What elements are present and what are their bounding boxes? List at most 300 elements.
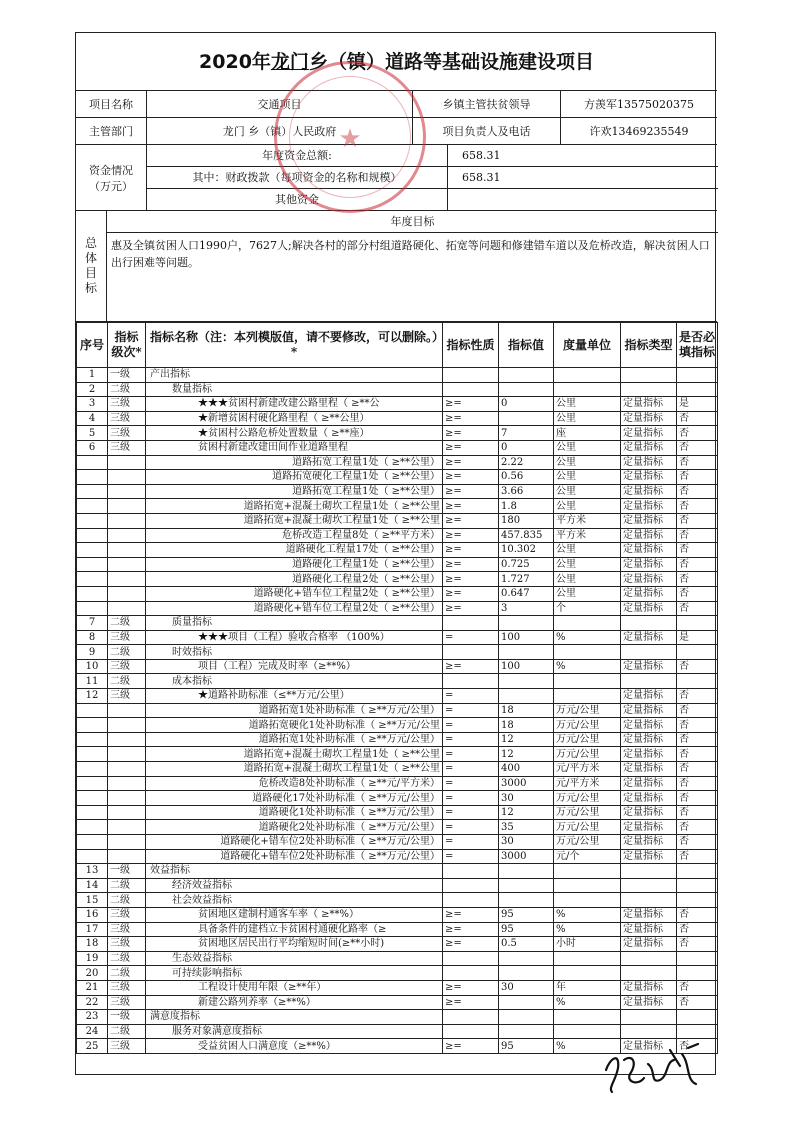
table-cell [108, 499, 146, 514]
table-cell: 10.302 [499, 543, 554, 558]
table-cell: 万元/公里 [554, 703, 621, 718]
table-cell [677, 674, 718, 689]
table-cell: 定量指标 [621, 776, 677, 791]
table-cell [108, 835, 146, 850]
table-cell: ≥= [443, 484, 499, 499]
table-cell: 定量指标 [621, 849, 677, 864]
table-cell [677, 645, 718, 660]
table-cell: 新建公路列养率（≥**%） [146, 995, 443, 1010]
table-cell: 万元/公里 [554, 835, 621, 850]
table-cell: 7 [77, 616, 108, 631]
table-cell: 35 [499, 820, 554, 835]
table-cell: 12 [77, 689, 108, 704]
table-row [77, 630, 718, 645]
fiscal-label: 其中：财政拨款（每项资金的名称和规模） [192, 171, 402, 184]
table-cell: 受益贫困人口满意度（≥**%） [146, 1039, 443, 1054]
table-row [77, 1024, 718, 1039]
table-row [77, 922, 718, 937]
table-cell: 定量指标 [621, 499, 677, 514]
table-cell: 危桥改造工程量8处（ ≥**平方米） [146, 528, 443, 543]
table-row [77, 513, 718, 528]
table-row [77, 674, 718, 689]
table-cell: 否 [677, 470, 718, 485]
table-cell: ≥= [443, 995, 499, 1010]
table-cell [108, 543, 146, 558]
table-cell [77, 762, 108, 777]
other-value [447, 189, 719, 211]
table-cell: 道路硬化工程量2处（ ≥**公里） [146, 572, 443, 587]
table-cell: 19 [77, 951, 108, 966]
table-cell: ★★★项目（工程）验收合格率 （100%） [146, 630, 443, 645]
table-cell: 具备条件的建档立卡贫困村通硬化路率（≥ [146, 922, 443, 937]
table-row [77, 645, 718, 660]
table-cell: ≥= [443, 513, 499, 528]
table-cell: = [443, 630, 499, 645]
table-cell: 否 [677, 805, 718, 820]
table-row [77, 586, 718, 601]
table-cell: 公里 [554, 586, 621, 601]
table-cell: 2 [77, 382, 108, 397]
project-name-value: 交通项目 [146, 91, 412, 117]
table-row [77, 368, 718, 383]
table-cell [554, 893, 621, 908]
table-cell: 21 [77, 980, 108, 995]
table-cell: 贫困地区建制村通客车率（ ≥**%） [146, 907, 443, 922]
table-cell: 3 [499, 601, 554, 616]
col-header: 序号 [77, 323, 108, 368]
table-cell [108, 703, 146, 718]
table-cell: ≥= [443, 601, 499, 616]
table-cell: 否 [677, 426, 718, 441]
table-cell [443, 966, 499, 981]
table-cell [443, 674, 499, 689]
table-cell: 23 [77, 1010, 108, 1025]
table-cell [621, 966, 677, 981]
table-cell: 15 [77, 893, 108, 908]
table-cell: 公里 [554, 557, 621, 572]
table-cell: 道路硬化工程量1处（ ≥**公里） [146, 557, 443, 572]
table-cell [499, 689, 554, 704]
page-title [76, 33, 717, 91]
table-cell: 公里 [554, 455, 621, 470]
table-cell: 公里 [554, 499, 621, 514]
table-cell: 一级 [108, 368, 146, 383]
table-row [77, 484, 718, 499]
goal-text: 惠及全镇贫困人口1990户，7627人;解决各村的部分村组道路硬化、拓宽等问题和修建错车道以及危桥改造，解决贫困人口出行困难等问题。 [111, 239, 710, 269]
table-header-row [77, 323, 718, 368]
owner-value: 许欢13469235549 [560, 118, 717, 144]
table-row [77, 718, 718, 733]
table-cell [108, 484, 146, 499]
table-cell: 二级 [108, 1024, 146, 1039]
table-cell: 否 [677, 791, 718, 806]
table-row [77, 762, 718, 777]
table-cell: 定量指标 [621, 455, 677, 470]
table-cell: 否 [677, 557, 718, 572]
table-cell [499, 1010, 554, 1025]
table-cell: ≥= [443, 557, 499, 572]
table-cell: 定量指标 [621, 907, 677, 922]
table-cell: 道路拓宽硬化工程量1处（ ≥**公里） [146, 470, 443, 485]
table-cell: 万元/公里 [554, 732, 621, 747]
table-cell: 公里 [554, 470, 621, 485]
table-cell: 定量指标 [621, 528, 677, 543]
table-cell: 道路拓宽工程量1处（ ≥**公里） [146, 455, 443, 470]
table-cell: 定量指标 [621, 426, 677, 441]
table-row [77, 543, 718, 558]
table-row [77, 893, 718, 908]
table-cell: 公里 [554, 397, 621, 412]
table-cell: 定量指标 [621, 747, 677, 762]
table-cell: 一级 [108, 1010, 146, 1025]
table-cell [621, 864, 677, 879]
table-row [77, 572, 718, 587]
table-cell: ≥= [443, 586, 499, 601]
table-cell: 贫困村新建改建田间作业道路里程 [146, 440, 443, 455]
table-cell: 0.725 [499, 557, 554, 572]
table-row [77, 616, 718, 631]
table-cell: 万元/公里 [554, 820, 621, 835]
dept-value: 龙门 乡（镇）人民政府 [146, 118, 412, 144]
table-cell [621, 1024, 677, 1039]
table-cell: 定量指标 [621, 557, 677, 572]
table-cell: 三级 [108, 937, 146, 952]
table-cell: = [443, 820, 499, 835]
table-cell [108, 557, 146, 572]
table-cell: 3000 [499, 849, 554, 864]
table-cell [108, 513, 146, 528]
table-cell: 否 [677, 659, 718, 674]
table-cell [108, 791, 146, 806]
table-cell: 否 [677, 776, 718, 791]
table-cell: 定量指标 [621, 922, 677, 937]
table-cell: = [443, 703, 499, 718]
table-cell: ≥= [443, 455, 499, 470]
table-cell: 道路拓宽硬化1处补助标准（ ≥**万元/公里 [146, 718, 443, 733]
table-cell: 道路硬化+错车位工程量2处（ ≥**公里） [146, 601, 443, 616]
table-cell: ★道路补助标准（≤**万元/公里） [146, 689, 443, 704]
table-cell: 道路拓宽1处补助标准（ ≥**万元/公里） [146, 703, 443, 718]
col-header: 指标值 [499, 323, 554, 368]
table-cell: 社会效益指标 [146, 893, 443, 908]
table-row [77, 397, 718, 412]
table-cell: 否 [677, 484, 718, 499]
table-cell: 定量指标 [621, 980, 677, 995]
table-cell: = [443, 732, 499, 747]
table-row [77, 937, 718, 952]
table-cell [677, 1024, 718, 1039]
table-cell [108, 776, 146, 791]
table-body [77, 368, 718, 1054]
col-header: 指标类型 [621, 323, 677, 368]
table-cell: 否 [677, 995, 718, 1010]
table-cell: ≥= [443, 937, 499, 952]
table-cell [77, 718, 108, 733]
table-cell: 定量指标 [621, 601, 677, 616]
table-row [77, 528, 718, 543]
table-cell: 道路硬化2处补助标准（ ≥**万元/公里） [146, 820, 443, 835]
table-cell: 7 [499, 426, 554, 441]
table-cell: 道路拓宽+混凝土砌坎工程量1处（ ≥**公里 [146, 499, 443, 514]
table-cell [77, 703, 108, 718]
table-cell: 三级 [108, 1039, 146, 1054]
table-cell: % [554, 995, 621, 1010]
table-cell: 生态效益指标 [146, 951, 443, 966]
table-cell: 元/平方米 [554, 762, 621, 777]
table-row [77, 499, 718, 514]
table-cell [554, 1024, 621, 1039]
table-cell: 定量指标 [621, 718, 677, 733]
table-cell: 10 [77, 659, 108, 674]
table-cell [621, 368, 677, 383]
table-cell [108, 470, 146, 485]
table-cell: 座 [554, 426, 621, 441]
table-cell: ≥= [443, 440, 499, 455]
table-cell: 定量指标 [621, 397, 677, 412]
table-cell: 时效指标 [146, 645, 443, 660]
table-cell [77, 557, 108, 572]
table-cell: 5 [77, 426, 108, 441]
table-cell [77, 776, 108, 791]
row-goal [76, 211, 717, 322]
table-cell [77, 835, 108, 850]
table-cell [677, 368, 718, 383]
table-row [77, 878, 718, 893]
table-cell [621, 951, 677, 966]
seal-star-icon: ★ [338, 124, 362, 154]
table-cell: 400 [499, 762, 554, 777]
table-cell [677, 616, 718, 631]
table-cell: 否 [677, 513, 718, 528]
table-cell [554, 674, 621, 689]
table-cell: 6 [77, 440, 108, 455]
table-cell: 三级 [108, 411, 146, 426]
table-cell: 否 [677, 586, 718, 601]
table-row [77, 689, 718, 704]
table-cell: 否 [677, 689, 718, 704]
table-cell: 元/个 [554, 849, 621, 864]
table-cell: 二级 [108, 951, 146, 966]
table-cell [677, 893, 718, 908]
table-cell: 质量指标 [146, 616, 443, 631]
table-cell: 100 [499, 630, 554, 645]
table-cell: 产出指标 [146, 368, 443, 383]
table-row [77, 951, 718, 966]
table-row [77, 557, 718, 572]
table-cell [77, 601, 108, 616]
table-cell: 否 [677, 572, 718, 587]
table-cell [108, 586, 146, 601]
table-cell [108, 455, 146, 470]
table-cell: ≥= [443, 907, 499, 922]
table-cell: 12 [499, 747, 554, 762]
table-cell: 25 [77, 1039, 108, 1054]
table-row [77, 791, 718, 806]
table-cell: % [554, 922, 621, 937]
table-cell [443, 864, 499, 879]
table-cell: ≥= [443, 922, 499, 937]
table-cell: 道路硬化+错车位工程量2处（ ≥**公里） [146, 586, 443, 601]
table-cell: 4 [77, 411, 108, 426]
col-header: 指标性质 [443, 323, 499, 368]
table-cell: 公里 [554, 411, 621, 426]
goal-side-label: 总体目标 [84, 236, 97, 295]
table-cell: 数量指标 [146, 382, 443, 397]
table-cell: 定量指标 [621, 440, 677, 455]
table-cell [677, 382, 718, 397]
table-cell: 满意度指标 [146, 1010, 443, 1025]
title-year: 2020年 [199, 51, 271, 73]
table-cell: % [554, 907, 621, 922]
table-cell [677, 864, 718, 879]
table-cell [77, 820, 108, 835]
table-cell: ≥= [443, 980, 499, 995]
table-cell: 元/平方米 [554, 776, 621, 791]
table-cell: 道路硬化1处补助标准（ ≥**万元/公里） [146, 805, 443, 820]
table-cell: 95 [499, 907, 554, 922]
table-cell: 否 [677, 455, 718, 470]
table-row [77, 747, 718, 762]
table-cell: 成本指标 [146, 674, 443, 689]
table-cell [443, 1010, 499, 1025]
indicator-table [76, 322, 718, 1054]
table-cell: = [443, 805, 499, 820]
owner-label: 项目负责人及电话 [412, 118, 560, 144]
table-cell [499, 368, 554, 383]
table-row [77, 703, 718, 718]
table-cell [499, 878, 554, 893]
table-cell [108, 762, 146, 777]
table-cell: 道路拓宽+混凝土砌坎工程量1处（ ≥**公里 [146, 762, 443, 777]
table-cell: 30 [499, 791, 554, 806]
table-cell [108, 601, 146, 616]
table-row [77, 1010, 718, 1025]
table-cell: 定量指标 [621, 513, 677, 528]
table-cell: 万元/公里 [554, 747, 621, 762]
table-cell: ≥= [443, 528, 499, 543]
table-cell [621, 878, 677, 893]
table-cell: = [443, 791, 499, 806]
table-cell [77, 805, 108, 820]
table-cell: 二级 [108, 966, 146, 981]
table-cell: 定量指标 [621, 820, 677, 835]
table-cell: 16 [77, 907, 108, 922]
table-cell [554, 689, 621, 704]
table-cell: 可持续影响指标 [146, 966, 443, 981]
table-cell: 否 [677, 601, 718, 616]
table-cell [108, 718, 146, 733]
table-row [77, 470, 718, 485]
table-cell: 平方米 [554, 513, 621, 528]
table-cell [677, 966, 718, 981]
table-cell: 30 [499, 980, 554, 995]
table-cell: 定量指标 [621, 762, 677, 777]
table-cell: 否 [677, 937, 718, 952]
table-cell: 效益指标 [146, 864, 443, 879]
table-cell: 定量指标 [621, 835, 677, 850]
table-row [77, 995, 718, 1010]
annual-total-label: 年度资金总额: [262, 149, 332, 162]
table-row [77, 820, 718, 835]
table-cell: 0 [499, 440, 554, 455]
table-cell [443, 382, 499, 397]
table-cell: 否 [677, 907, 718, 922]
table-cell: 13 [77, 864, 108, 879]
table-row [77, 659, 718, 674]
table-cell: 二级 [108, 893, 146, 908]
table-row [77, 411, 718, 426]
table-cell [554, 878, 621, 893]
table-cell: 三级 [108, 440, 146, 455]
table-cell [77, 791, 108, 806]
table-cell [77, 470, 108, 485]
table-cell [108, 805, 146, 820]
table-cell [443, 878, 499, 893]
table-cell: 三级 [108, 980, 146, 995]
table-cell: 3.66 [499, 484, 554, 499]
table-cell [499, 411, 554, 426]
table-cell: 公里 [554, 440, 621, 455]
table-cell [443, 616, 499, 631]
table-cell [108, 732, 146, 747]
fund-label: 资金情况（万元） [89, 163, 133, 193]
table-cell: 否 [677, 499, 718, 514]
table-cell [499, 893, 554, 908]
table-cell: 三级 [108, 922, 146, 937]
table-row [77, 382, 718, 397]
table-cell: 否 [677, 440, 718, 455]
table-row [77, 776, 718, 791]
table-cell: 0.647 [499, 586, 554, 601]
table-cell: 12 [499, 732, 554, 747]
table-cell: 是 [677, 630, 718, 645]
table-row [77, 966, 718, 981]
table-cell: 否 [677, 411, 718, 426]
table-cell: = [443, 835, 499, 850]
table-cell: 道路拓宽+混凝土砌坎工程量1处（ ≥**公里 [146, 513, 443, 528]
table-cell [77, 586, 108, 601]
table-cell: 三级 [108, 426, 146, 441]
table-cell: 17 [77, 922, 108, 937]
title-suffix1: 乡（镇） [308, 51, 385, 73]
table-cell: 三级 [108, 907, 146, 922]
table-cell: 14 [77, 878, 108, 893]
table-cell [499, 966, 554, 981]
table-cell: 道路拓宽+混凝土砌坎工程量1处（ ≥**公里 [146, 747, 443, 762]
leader-label: 乡镇主管扶贫领导 [412, 91, 560, 117]
table-cell: % [554, 659, 621, 674]
table-cell [77, 513, 108, 528]
table-cell [108, 820, 146, 835]
table-cell [108, 528, 146, 543]
table-cell: 贫困地区居民出行平均缩短时间(≥**小时) [146, 937, 443, 952]
col-header: 度量单位 [554, 323, 621, 368]
table-cell [677, 878, 718, 893]
table-row [77, 849, 718, 864]
table-cell: 否 [677, 747, 718, 762]
table-cell [108, 747, 146, 762]
table-row [77, 732, 718, 747]
table-cell: 24 [77, 1024, 108, 1039]
table-cell: 道路硬化+错车位2处补助标准（ ≥**万元/公里） [146, 849, 443, 864]
table-row [77, 455, 718, 470]
table-cell: 18 [77, 937, 108, 952]
table-cell [554, 966, 621, 981]
table-cell [554, 382, 621, 397]
table-cell: ★★★贫困村新建改建公路里程（ ≥**公 [146, 397, 443, 412]
table-cell: 否 [677, 849, 718, 864]
table-cell [499, 995, 554, 1010]
